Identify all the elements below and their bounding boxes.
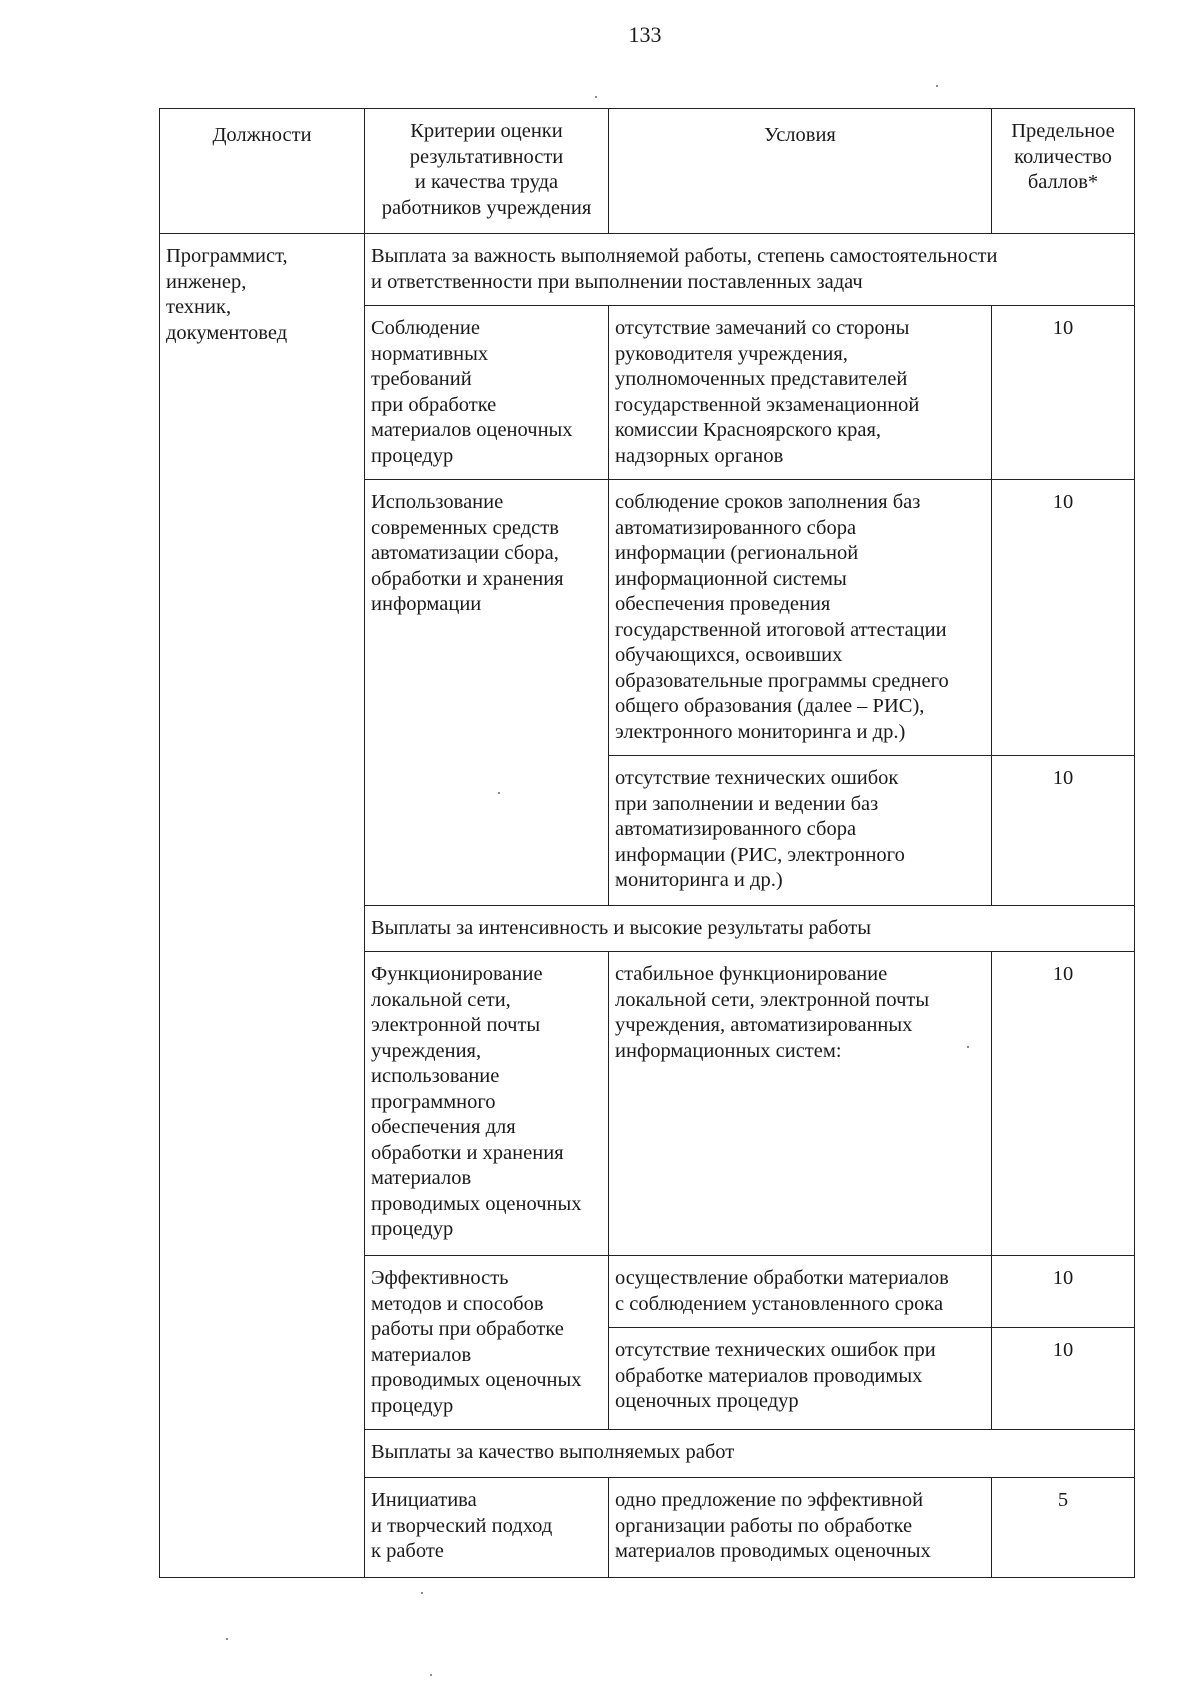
positions-cell: Программист, инженер, техник, документовед [160, 234, 365, 1578]
points-cell: 10 [992, 480, 1135, 756]
points-cell: 5 [992, 1478, 1135, 1578]
condition-cell: отсутствие замечаний со стороны руководителя учреждения, уполномоченных представителей государственной экзаменационной комиссии Красноярского края, надзорных органов [609, 306, 992, 480]
points-cell: 10 [992, 1256, 1135, 1328]
table-header-row [160, 109, 1135, 234]
criterion-cell: Функционирование локальной сети, электронной почты учреждения, использование программного обеспечения для обработки и хранения материалов проводимых оценочных процедур [365, 952, 609, 1256]
scan-speck [421, 1592, 423, 1594]
condition-cell: одно предложение по эффективной организации работы по обработке материалов проводимых оценочных [609, 1478, 992, 1578]
header-max-points: Предельное количество баллов* [992, 109, 1135, 234]
condition-cell: отсутствие технических ошибок при заполнении и ведении баз автоматизированного сбора информации (РИС, электронного мониторинга и др.) [609, 756, 992, 906]
scan-speck [595, 96, 597, 98]
condition-cell: соблюдение сроков заполнения баз автоматизированного сбора информации (региональной информационной системы обеспечения проведения государственной итоговой аттестации обучающихся, освоивших образовательные программы среднего общего образования (далее – РИС), электронного мониторинга и др.) [609, 480, 992, 756]
scan-speck [967, 1046, 969, 1048]
scan-speck [226, 1638, 228, 1640]
criterion-cell: Инициатива и творческий подход к работе [365, 1478, 609, 1578]
condition-cell: осуществление обработки материалов с соблюдением установленного срока [609, 1256, 992, 1328]
points-cell: 10 [992, 1328, 1135, 1430]
section-title: Выплаты за интенсивность и высокие результаты работы [365, 906, 1135, 952]
points-cell: 10 [992, 306, 1135, 480]
criterion-cell: Эффективность методов и способов работы при обработке материалов проводимых оценочных процедур [365, 1256, 609, 1430]
scan-speck [430, 1674, 432, 1676]
criteria-table [159, 108, 1135, 1578]
condition-cell: стабильное функционирование локальной сети, электронной почты учреждения, автоматизированных информационных систем: [609, 952, 992, 1256]
criterion-cell: Использование современных средств автоматизации сбора, обработки и хранения информации [365, 480, 609, 906]
points-cell: 10 [992, 952, 1135, 1256]
header-conditions: Условия [609, 109, 992, 234]
condition-cell: отсутствие технических ошибок при обработке материалов проводимых оценочных процедур [609, 1328, 992, 1430]
points-cell: 10 [992, 756, 1135, 906]
section-title: Выплата за важность выполняемой работы, степень самостоятельности и ответственности при выполнении поставленных задач [365, 234, 1135, 306]
section-title: Выплаты за качество выполняемых работ [365, 1430, 1135, 1478]
scan-speck [936, 85, 938, 87]
criterion-cell: Соблюдение нормативных требований при обработке материалов оценочных процедур [365, 306, 609, 480]
header-criteria: Критерии оценки результативности и качества труда работников учреждения [365, 109, 609, 234]
scan-speck [498, 792, 500, 794]
section-title-row [160, 234, 1135, 306]
header-position: Должности [160, 109, 365, 234]
page-number: 133 [628, 22, 662, 47]
